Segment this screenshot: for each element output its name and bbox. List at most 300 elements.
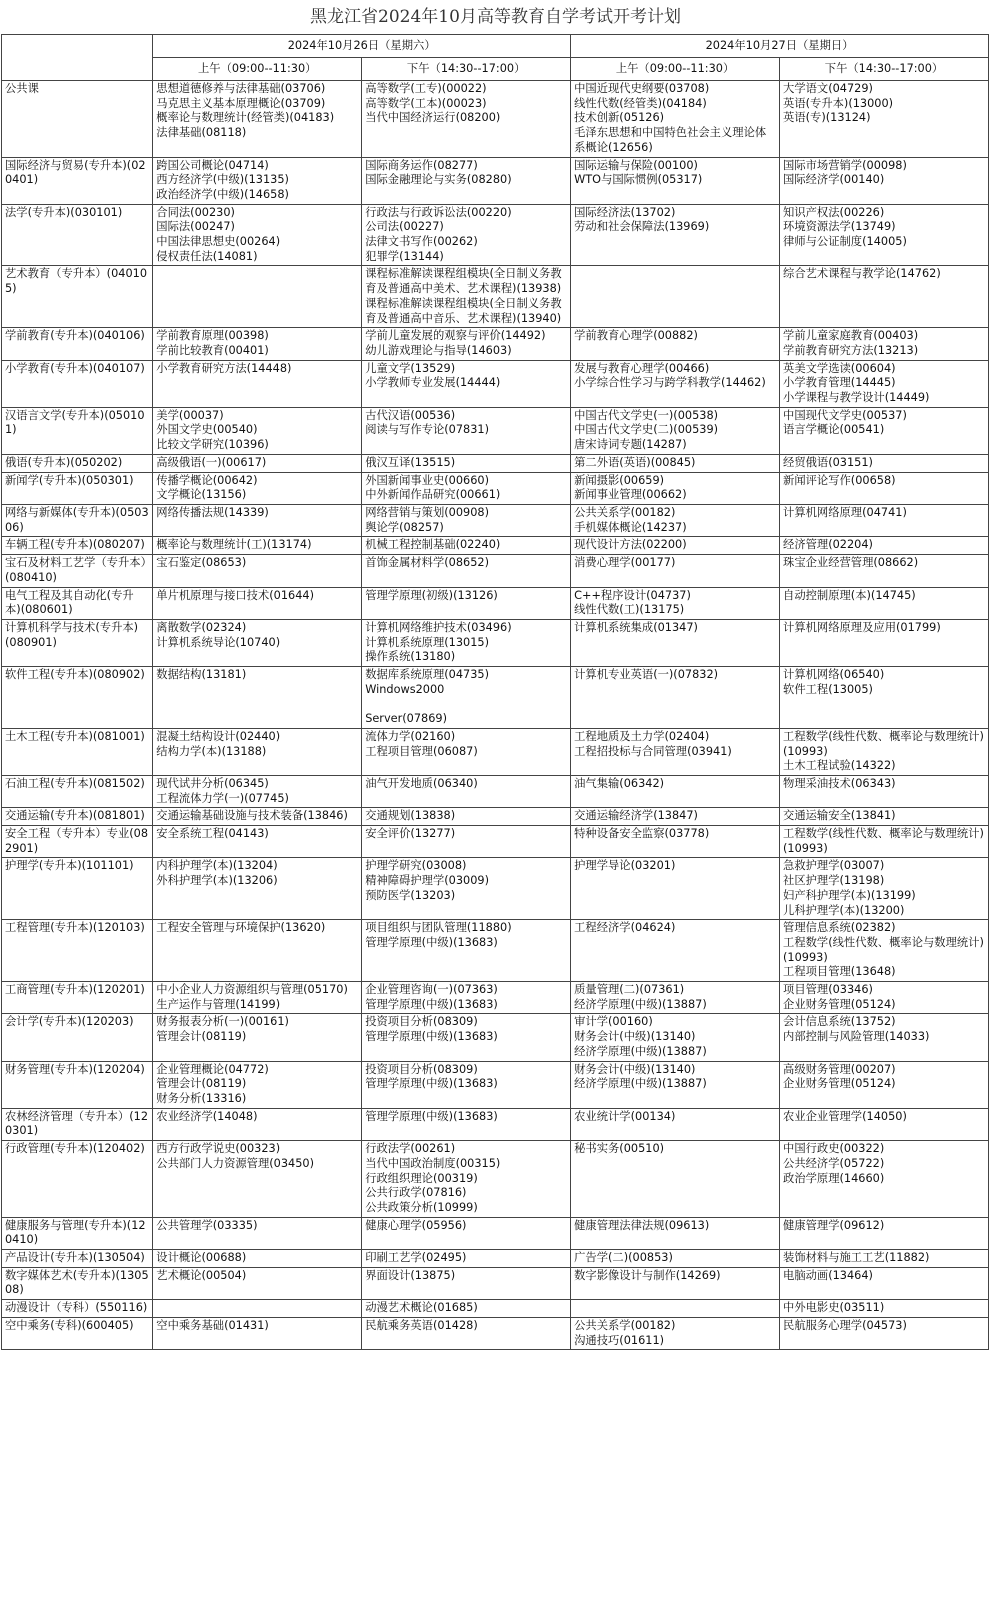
exam-cell-sun-morning xyxy=(571,204,780,266)
course-entry: 交通运输安全(13841) xyxy=(783,809,896,823)
exam-cell-sun-morning xyxy=(571,1267,780,1299)
course-entry: 计算机网络原理及应用(01799) xyxy=(783,620,941,634)
table-row xyxy=(2,1141,989,1218)
course-entry: 审计学(00160) xyxy=(574,1015,653,1029)
exam-cell-sat-afternoon xyxy=(362,555,571,587)
exam-cell-sun-morning xyxy=(571,454,780,472)
exam-cell-sun-afternoon xyxy=(780,266,989,328)
table-row xyxy=(2,204,989,266)
course-entry: 国际法(00247) xyxy=(156,220,235,234)
exam-cell-sun-morning xyxy=(571,1108,780,1140)
table-row xyxy=(2,1108,989,1140)
exam-cell-sun-morning xyxy=(571,555,780,587)
course-entry: 离散数学(02324) xyxy=(156,620,247,634)
course-entry: 网络传播法规(14339) xyxy=(156,505,269,519)
exam-cell-sat-afternoon xyxy=(362,504,571,536)
table-row xyxy=(2,454,989,472)
course-entry: 财务分析(13316) xyxy=(156,1092,247,1105)
course-entry: 计算机系统导论(10740) xyxy=(156,635,281,649)
major-cell: 宝石及材料工艺学（专升本）(080410) xyxy=(2,555,153,587)
course-entry: 当代中国政治制度(00315) xyxy=(365,1156,501,1170)
course-entry: 高等数学(工本)(00023) xyxy=(365,96,487,110)
course-entry: 计算机网络原理(04741) xyxy=(783,505,907,519)
course-entry: 企业管理概论(04772) xyxy=(156,1062,269,1076)
course-entry: 高级俄语(一)(00617) xyxy=(156,455,267,469)
course-entry: 西方行政学说史(00323) xyxy=(156,1142,281,1156)
course-entry: 安全评价(13277) xyxy=(365,827,456,841)
exam-cell-sun-morning xyxy=(571,858,780,920)
course-entry: 公共经济学(05722) xyxy=(783,1156,885,1170)
session-header-sun-morning: 上午（09:00--11:30） xyxy=(571,58,780,81)
exam-cell-sat-afternoon xyxy=(362,537,571,555)
course-entry: 土木工程试验(14322) xyxy=(783,759,896,773)
course-entry: 流体力学(02160) xyxy=(365,729,456,743)
major-cell: 学前教育(专升本)(040106) xyxy=(2,328,153,360)
course-entry: 珠宝企业经营管理(08662) xyxy=(783,556,919,570)
course-entry: 管理会计(08119) xyxy=(156,1030,247,1044)
course-entry: 新闻评论写作(00658) xyxy=(783,473,896,487)
course-entry: 安全系统工程(04143) xyxy=(156,827,269,841)
course-entry: 公共部门人力资源管理(03450) xyxy=(156,1156,315,1170)
course-entry: 财务会计(中级)(13140) xyxy=(574,1030,696,1044)
course-entry: 公共政策分析(10999) xyxy=(365,1200,478,1214)
exam-cell-sat-afternoon xyxy=(362,1300,571,1318)
course-entry: 新闻摄影(00659) xyxy=(574,473,665,487)
course-entry: 综合艺术课程与教学论(14762) xyxy=(783,267,941,281)
course-entry: 健康心理学(05956) xyxy=(365,1218,467,1232)
exam-cell-sun-afternoon xyxy=(780,1141,989,1218)
course-entry: 宝石鉴定(08653) xyxy=(156,556,247,570)
course-entry: 秘书实务(00510) xyxy=(574,1142,665,1156)
course-entry: 中国行政史(00322) xyxy=(783,1142,885,1156)
course-entry: 单片机原理与接口技术(01644) xyxy=(156,588,315,602)
exam-cell-sun-afternoon xyxy=(780,1014,989,1061)
exam-cell-sat-morning xyxy=(153,728,362,775)
exam-cell-sun-afternoon xyxy=(780,407,989,454)
course-entry: 投资项目分析(08309) xyxy=(365,1062,478,1076)
course-entry: 文学概论(13156) xyxy=(156,488,247,502)
exam-cell-sun-morning xyxy=(571,1317,780,1349)
course-entry: 计算机网络维护技术(03496) xyxy=(365,620,512,634)
course-entry: 侵权责任法(14081) xyxy=(156,249,258,263)
table-row xyxy=(2,858,989,920)
course-entry: 管理会计(08119) xyxy=(156,1077,247,1091)
course-entry: 工程数学(线性代数、概率论与数理统计)(10993) xyxy=(783,935,984,964)
exam-cell-sun-afternoon xyxy=(780,1217,989,1249)
course-entry: 现代设计方法(02200) xyxy=(574,538,687,552)
course-entry: 艺术概论(00504) xyxy=(156,1268,247,1282)
exam-cell-sun-morning xyxy=(571,982,780,1014)
exam-cell-sat-morning xyxy=(153,537,362,555)
exam-cell-sat-morning xyxy=(153,808,362,826)
course-entry: 概率论与数理统计(经管类)(04183) xyxy=(156,111,335,125)
course-entry: 技术创新(05126) xyxy=(574,111,665,125)
course-entry: 律师与公证制度(14005) xyxy=(783,235,907,249)
course-entry: Server(07869) xyxy=(365,712,447,726)
major-cell: 交通运输(专升本)(081801) xyxy=(2,808,153,826)
course-entry: 油气开发地质(06340) xyxy=(365,776,478,790)
course-entry: 管理学原理(初级)(13126) xyxy=(365,588,498,602)
major-cell: 工商管理(专升本)(120201) xyxy=(2,982,153,1014)
exam-cell-sat-morning xyxy=(153,1317,362,1349)
major-cell: 计算机科学与技术(专升本)(080901) xyxy=(2,619,153,666)
exam-cell-sat-morning xyxy=(153,407,362,454)
major-cell: 财务管理(专升本)(120204) xyxy=(2,1061,153,1108)
exam-cell-sat-afternoon xyxy=(362,328,571,360)
exam-schedule-table xyxy=(1,34,989,1350)
course-entry: 装饰材料与施工工艺(11882) xyxy=(783,1251,930,1265)
course-entry: 儿科护理学(本)(13200) xyxy=(783,903,905,917)
major-cell: 电气工程及其自动化(专升本)(080601) xyxy=(2,587,153,619)
course-entry: 发展与教育心理学(00466) xyxy=(574,361,710,375)
exam-cell-sat-afternoon xyxy=(362,157,571,204)
exam-cell-sun-afternoon xyxy=(780,728,989,775)
course-entry: 小学教育研究方法(14448) xyxy=(156,361,292,375)
exam-cell-sun-morning xyxy=(571,1250,780,1268)
major-cell: 新闻学(专升本)(050301) xyxy=(2,472,153,504)
exam-cell-sun-afternoon xyxy=(780,1267,989,1299)
course-entry: 物理采油技术(06343) xyxy=(783,776,896,790)
exam-cell-sun-afternoon xyxy=(780,81,989,158)
exam-cell-sat-morning xyxy=(153,619,362,666)
course-entry: 语言学概论(00541) xyxy=(783,423,885,437)
course-entry: 经济学原理(中级)(13887) xyxy=(574,997,707,1011)
exam-cell-sat-morning xyxy=(153,454,362,472)
exam-cell-sun-morning xyxy=(571,1014,780,1061)
course-entry: 印刷工艺学(02495) xyxy=(365,1251,467,1265)
session-header-sat-morning: 上午（09:00--11:30） xyxy=(153,58,362,81)
course-entry: 学前教育研究方法(13213) xyxy=(783,343,919,357)
course-entry: 行政法与行政诉讼法(00220) xyxy=(365,205,512,219)
course-entry: 课程标准解读课程组模块(全日制义务教育及普通高中音乐、艺术课程)(13940) xyxy=(365,296,562,325)
course-entry: 幼儿游戏理论与指导(14603) xyxy=(365,343,512,357)
course-entry: 特种设备安全监察(03778) xyxy=(574,827,710,841)
course-entry: 交通运输经济学(13847) xyxy=(574,809,698,823)
course-entry: 传播学概论(00642) xyxy=(156,473,258,487)
course-entry: 知识产权法(00226) xyxy=(783,205,885,219)
course-entry: 油气集输(06342) xyxy=(574,776,665,790)
table-row xyxy=(2,1250,989,1268)
major-cell: 网络与新媒体(专升本)(050306) xyxy=(2,504,153,536)
course-entry: 马克思主义基本原理概论(03709) xyxy=(156,96,326,110)
course-entry: 公共关系学(00182) xyxy=(574,505,676,519)
major-header-cell xyxy=(2,35,153,81)
course-entry: 消费心理学(00177) xyxy=(574,556,676,570)
course-entry: 学前教育原理(00398) xyxy=(156,329,269,343)
course-entry: 民航服务心理学(04573) xyxy=(783,1318,907,1332)
exam-cell-sat-morning xyxy=(153,667,362,729)
course-entry: 机械工程控制基础(02240) xyxy=(365,538,501,552)
course-entry: 工程流体力学(一)(07745) xyxy=(156,791,289,805)
exam-cell-sat-morning xyxy=(153,266,362,328)
exam-cell-sun-afternoon xyxy=(780,537,989,555)
major-cell: 国际经济与贸易(专升本)(020401) xyxy=(2,157,153,204)
exam-cell-sat-morning xyxy=(153,1300,362,1318)
day-header-2: 2024年10月27日（星期日） xyxy=(571,35,989,58)
exam-cell-sat-morning xyxy=(153,204,362,266)
exam-cell-sun-afternoon xyxy=(780,157,989,204)
exam-cell-sat-afternoon xyxy=(362,81,571,158)
exam-cell-sun-afternoon xyxy=(780,1250,989,1268)
course-entry: 国际金融理论与实务(08280) xyxy=(365,173,512,187)
course-entry: 思想道德修养与法律基础(03706) xyxy=(156,82,326,95)
exam-cell-sun-morning xyxy=(571,407,780,454)
exam-cell-sun-morning xyxy=(571,157,780,204)
course-entry: 软件工程(13005) xyxy=(783,682,873,696)
exam-cell-sat-morning xyxy=(153,81,362,158)
course-entry: 学前儿童发展的观察与评价(14492) xyxy=(365,329,546,343)
exam-cell-sun-morning xyxy=(571,1217,780,1249)
exam-cell-sat-afternoon xyxy=(362,920,571,982)
course-entry: 数据库系统原理(04735) xyxy=(365,668,490,682)
course-entry: 内科护理学(本)(13204) xyxy=(156,859,278,873)
exam-cell-sat-afternoon xyxy=(362,808,571,826)
course-entry: 精神障碍护理学(03009) xyxy=(365,874,490,888)
course-entry: 中国古代文学史(一)(00538) xyxy=(574,408,719,422)
course-entry: 政治学原理(14660) xyxy=(783,1171,885,1185)
course-entry: 学前比较教育(00401) xyxy=(156,343,269,357)
exam-cell-sat-afternoon xyxy=(362,587,571,619)
major-cell: 法学(专升本)(030101) xyxy=(2,204,153,266)
course-entry: 国际经济法(13702) xyxy=(574,205,676,219)
exam-cell-sat-morning xyxy=(153,1217,362,1249)
course-entry: 学前儿童家庭教育(00403) xyxy=(783,329,919,343)
course-entry: 结构力学(本)(13188) xyxy=(156,744,267,758)
exam-cell-sun-morning xyxy=(571,587,780,619)
exam-cell-sat-morning xyxy=(153,920,362,982)
table-row xyxy=(2,407,989,454)
exam-cell-sun-afternoon xyxy=(780,808,989,826)
course-entry: 毛泽东思想和中国特色社会主义理论体系概论(12656) xyxy=(574,126,767,154)
exam-cell-sun-morning xyxy=(571,667,780,729)
major-cell: 工程管理(专升本)(120103) xyxy=(2,920,153,982)
course-entry: 数字影像设计与制作(14269) xyxy=(574,1268,721,1282)
exam-cell-sat-morning xyxy=(153,826,362,858)
exam-cell-sat-morning xyxy=(153,157,362,204)
course-entry: 外国新闻事业史(00660) xyxy=(365,473,490,487)
exam-cell-sun-morning xyxy=(571,619,780,666)
exam-cell-sun-afternoon xyxy=(780,204,989,266)
course-entry: C++程序设计(04737) xyxy=(574,588,691,602)
course-entry: 民航乘务英语(01428) xyxy=(365,1318,478,1332)
course-entry: 生产运作与管理(14199) xyxy=(156,997,281,1011)
exam-cell-sat-afternoon xyxy=(362,826,571,858)
exam-cell-sat-morning xyxy=(153,360,362,407)
course-entry: 英语(专升本)(13000) xyxy=(783,96,894,110)
course-entry: 质量管理(二)(07361) xyxy=(574,983,685,997)
exam-cell-sat-afternoon xyxy=(362,1317,571,1349)
table-row xyxy=(2,360,989,407)
exam-cell-sun-morning xyxy=(571,808,780,826)
table-row xyxy=(2,328,989,360)
exam-cell-sat-afternoon xyxy=(362,667,571,729)
course-entry: 课程标准解读课程组模块(全日制义务教育及普通高中美术、艺术课程)(13938) xyxy=(365,267,562,296)
course-entry: 工程地质及土力学(02404) xyxy=(574,729,710,743)
course-entry: 美学(00037) xyxy=(156,408,224,422)
exam-cell-sun-morning xyxy=(571,1141,780,1218)
course-entry: 健康管理学(09612) xyxy=(783,1218,885,1232)
exam-cell-sat-afternoon xyxy=(362,728,571,775)
course-entry: 公共行政学(07816) xyxy=(365,1186,467,1200)
course-entry: 会计信息系统(13752) xyxy=(783,1015,896,1029)
session-header-sun-afternoon: 下午（14:30--17:00） xyxy=(780,58,989,81)
exam-cell-sun-morning xyxy=(571,920,780,982)
major-cell: 会计学(专升本)(120203) xyxy=(2,1014,153,1061)
course-entry: 经贸俄语(03151) xyxy=(783,455,873,469)
course-entry: 新闻事业管理(00662) xyxy=(574,488,687,502)
course-entry: 第二外语(英语)(00845) xyxy=(574,455,696,469)
exam-cell-sun-morning xyxy=(571,1061,780,1108)
course-entry: 阅读与写作专论(07831) xyxy=(365,423,490,437)
major-cell: 农林经济管理（专升本）(120301) xyxy=(2,1108,153,1140)
course-entry: 英语(专)(13124) xyxy=(783,111,871,125)
course-entry: 投资项目分析(08309) xyxy=(365,1015,478,1029)
schedule-body xyxy=(2,81,989,1350)
exam-cell-sat-afternoon xyxy=(362,360,571,407)
course-entry: 公共关系学(00182) xyxy=(574,1318,676,1332)
exam-cell-sun-morning xyxy=(571,266,780,328)
major-cell: 汉语言文学(专升本)(050101) xyxy=(2,407,153,454)
table-row xyxy=(2,157,989,204)
table-row xyxy=(2,808,989,826)
course-entry: 界面设计(13875) xyxy=(365,1268,456,1282)
table-row xyxy=(2,728,989,775)
course-entry: 操作系统(13180) xyxy=(365,650,456,664)
major-cell: 产品设计(专升本)(130504) xyxy=(2,1250,153,1268)
exam-cell-sun-morning xyxy=(571,472,780,504)
exam-cell-sun-afternoon xyxy=(780,1061,989,1108)
exam-cell-sun-afternoon xyxy=(780,982,989,1014)
major-cell: 空中乘务(专科)(600405) xyxy=(2,1317,153,1349)
course-entry: 管理学原理(中级)(13683) xyxy=(365,935,498,949)
course-entry: 广告学(二)(00853) xyxy=(574,1251,673,1265)
course-entry: 中小企业人力资源组织与管理(05170) xyxy=(156,983,348,997)
exam-cell-sat-afternoon xyxy=(362,1267,571,1299)
course-entry: 行政组织理论(00319) xyxy=(365,1171,478,1185)
course-entry: 俄汉互译(13515) xyxy=(365,455,456,469)
table-row xyxy=(2,587,989,619)
exam-cell-sun-afternoon xyxy=(780,454,989,472)
course-entry: 跨国公司概论(04714) xyxy=(156,158,269,172)
course-entry: 小学课程与教学设计(14449) xyxy=(783,391,930,405)
course-entry: 大学语文(04729) xyxy=(783,82,873,95)
exam-cell-sun-afternoon xyxy=(780,619,989,666)
exam-cell-sat-morning xyxy=(153,858,362,920)
course-entry: 高等数学(工专)(00022) xyxy=(365,82,487,95)
exam-cell-sun-morning xyxy=(571,328,780,360)
course-entry: 企业管理咨询(一)(07363) xyxy=(365,983,498,997)
course-entry: 交通运输基础设施与技术装备(13846) xyxy=(156,809,348,823)
exam-cell-sat-morning xyxy=(153,982,362,1014)
course-entry: 项目组织与团队管理(11880) xyxy=(365,921,512,935)
course-entry: 合同法(00230) xyxy=(156,205,235,219)
exam-cell-sun-morning xyxy=(571,537,780,555)
major-cell: 车辆工程(专升本)(080207) xyxy=(2,537,153,555)
exam-cell-sat-afternoon xyxy=(362,858,571,920)
exam-cell-sat-morning xyxy=(153,1141,362,1218)
course-entry: 急救护理学(03007) xyxy=(783,859,885,873)
exam-cell-sat-morning xyxy=(153,328,362,360)
course-entry: 企业财务管理(05124) xyxy=(783,1077,896,1091)
course-entry: 外科护理学(本)(13206) xyxy=(156,874,278,888)
course-entry: 舆论学(08257) xyxy=(365,520,444,534)
table-row xyxy=(2,775,989,807)
exam-cell-sat-afternoon xyxy=(362,1250,571,1268)
major-cell: 软件工程(专升本)(080902) xyxy=(2,667,153,729)
course-entry: 沟通技巧(01611) xyxy=(574,1333,665,1347)
exam-cell-sat-morning xyxy=(153,472,362,504)
course-entry: 现代试井分析(06345) xyxy=(156,776,269,790)
exam-cell-sat-afternoon xyxy=(362,982,571,1014)
course-entry: 政治经济学(中级)(14658) xyxy=(156,187,289,201)
course-entry: 古代汉语(00536) xyxy=(365,408,456,422)
course-entry: 比较文学研究(10396) xyxy=(156,438,269,452)
course-entry: 数据结构(13181) xyxy=(156,668,247,682)
course-entry: 空中乘务基础(01431) xyxy=(156,1318,269,1332)
course-entry: 农业经济学(14048) xyxy=(156,1109,258,1123)
course-entry: 企业财务管理(05124) xyxy=(783,997,896,1011)
major-cell: 小学教育(专升本)(040107) xyxy=(2,360,153,407)
major-cell: 公共课 xyxy=(2,81,153,158)
course-entry: 计算机网络(06540) xyxy=(783,668,885,682)
course-entry: 公共管理学(03335) xyxy=(156,1218,258,1232)
course-entry: 国际经济学(00140) xyxy=(783,173,885,187)
exam-cell-sun-morning xyxy=(571,728,780,775)
table-row xyxy=(2,667,989,729)
exam-cell-sat-morning xyxy=(153,1267,362,1299)
exam-cell-sun-morning xyxy=(571,360,780,407)
table-row xyxy=(2,537,989,555)
exam-cell-sat-afternoon xyxy=(362,454,571,472)
course-entry: 健康管理法律法规(09613) xyxy=(574,1218,710,1232)
exam-cell-sat-afternoon xyxy=(362,1014,571,1061)
course-entry: 工程项目管理(13648) xyxy=(783,965,896,979)
exam-cell-sat-morning xyxy=(153,1061,362,1108)
exam-cell-sun-afternoon xyxy=(780,360,989,407)
exam-cell-sun-afternoon xyxy=(780,504,989,536)
table-row xyxy=(2,1217,989,1249)
course-entry: 英美文学选读(00604) xyxy=(783,361,896,375)
course-entry: 环境资源法学(13749) xyxy=(783,220,896,234)
exam-cell-sat-morning xyxy=(153,1014,362,1061)
course-entry: 预防医学(13203) xyxy=(365,888,456,902)
major-cell: 健康服务与管理(专升本)(120410) xyxy=(2,1217,153,1249)
course-entry: 当代中国经济运行(08200) xyxy=(365,111,501,125)
major-cell: 护理学(专升本)(101101) xyxy=(2,858,153,920)
course-entry: 中国近现代史纲要(03708) xyxy=(574,82,710,95)
course-entry: 管理学原理(中级)(13683) xyxy=(365,1109,498,1123)
table-row xyxy=(2,1061,989,1108)
course-entry: 内部控制与风险管理(14033) xyxy=(783,1030,930,1044)
course-entry: 学前教育心理学(00882) xyxy=(574,329,698,343)
course-entry: 概率论与数理统计(工)(13174) xyxy=(156,538,312,552)
course-entry: 计算机专业英语(一)(07832) xyxy=(574,668,719,682)
course-entry: 线性代数(工)(13175) xyxy=(574,603,685,617)
course-entry: 公司法(00227) xyxy=(365,220,444,234)
table-row xyxy=(2,504,989,536)
course-entry: 首饰金属材料学(08652) xyxy=(365,556,490,570)
table-row xyxy=(2,81,989,158)
exam-cell-sun-afternoon xyxy=(780,472,989,504)
table-row xyxy=(2,1300,989,1318)
exam-cell-sat-morning xyxy=(153,555,362,587)
exam-cell-sat-morning xyxy=(153,504,362,536)
exam-cell-sun-afternoon xyxy=(780,1108,989,1140)
course-entry: 自动控制原理(本)(14745) xyxy=(783,588,916,602)
course-entry: 工程数学(线性代数、概率论与数理统计)(10993) xyxy=(783,729,984,758)
course-entry: 中国古代文学史(二)(00539) xyxy=(574,423,719,437)
course-entry: 计算机系统集成(01347) xyxy=(574,620,698,634)
